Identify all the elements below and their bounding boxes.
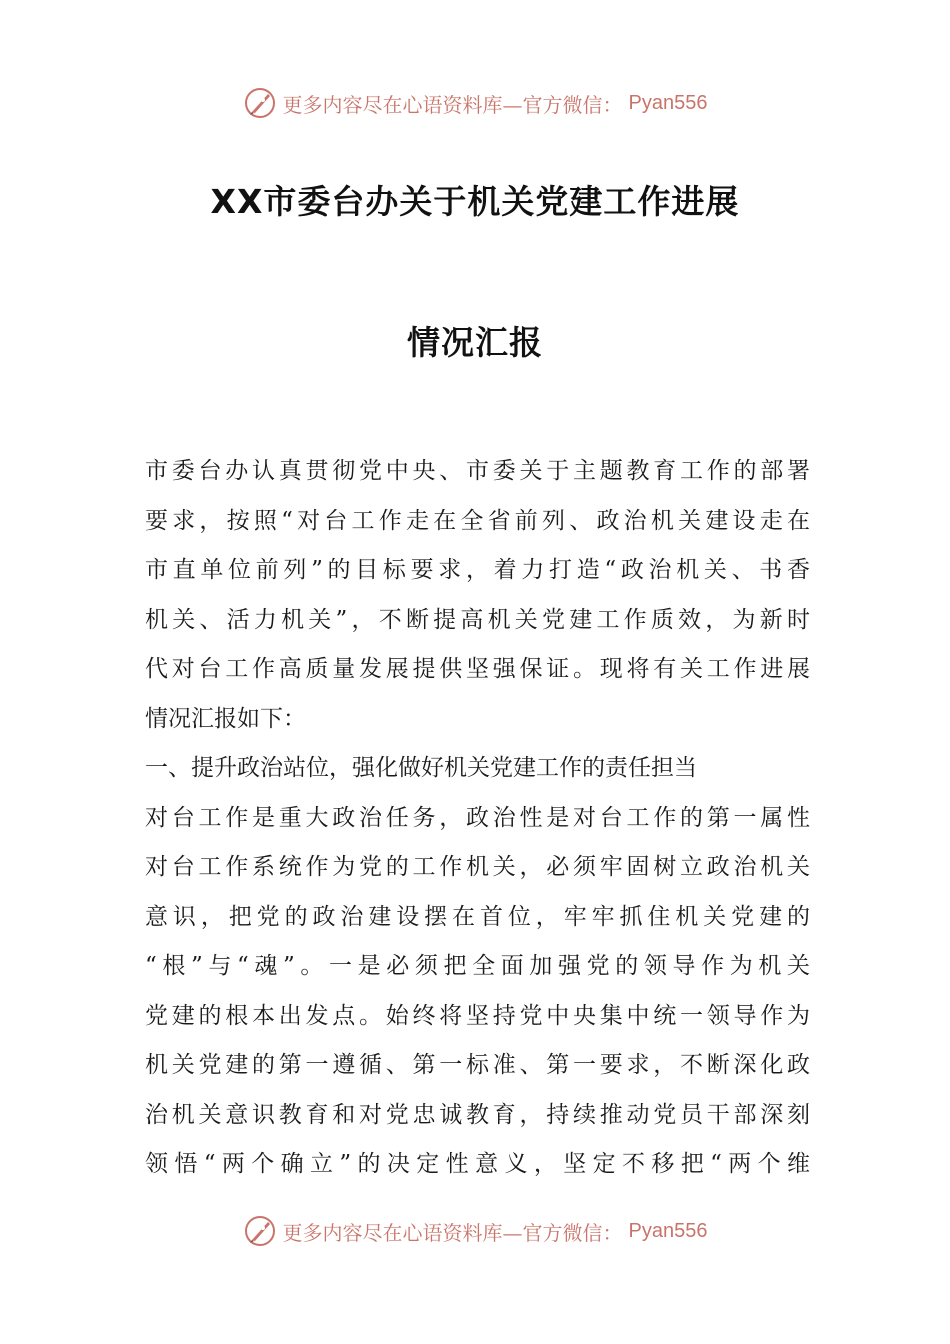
document-title-line-2: 情况汇报 xyxy=(407,323,543,362)
watermark-wechat-id: Pyan556 xyxy=(628,91,708,114)
body-line: 党建的根本出发点。始终将坚持党中央集中统一领导作为 xyxy=(145,1002,810,1029)
body-line: 市直单位前列”的目标要求，着力打造“政治机关、书香 xyxy=(145,557,810,583)
body-line: 市委台办认真贯彻党中央、市委关于主题教育工作的部署 xyxy=(145,458,810,484)
document-body xyxy=(145,447,810,1190)
watermark-text: 更多内容尽在心语资料库—官方微信： xyxy=(282,1220,623,1245)
body-line: 对台工作是重大政治任务，政治性是对台工作的第一属性 xyxy=(145,804,810,831)
body-line: 机关党建的第一遵循、第一标准、第一要求，不断深化政 xyxy=(145,1052,810,1078)
header-watermark xyxy=(0,86,950,120)
body-line: “根”与“魂”。一是必须把全面加强党的领导作为机关 xyxy=(145,953,810,979)
body-line: 对台工作系统作为党的工作机关，必须牢固树立政治机关 xyxy=(145,854,810,880)
body-line: 情况汇报如下： xyxy=(145,705,306,732)
body-line: 领悟“两个确立”的决定性意义，坚定不移把“两个维 xyxy=(145,1151,810,1177)
quill-pen-logo-icon xyxy=(243,1214,277,1248)
document-title-line-1: XX市委台办关于机关党建工作进展 xyxy=(210,182,740,221)
watermark-text: 更多内容尽在心语资料库—官方微信： xyxy=(282,92,623,117)
footer-watermark xyxy=(0,1214,950,1248)
body-line: 治机关意识教育和对党忠诚教育，持续推动党员干部深刻 xyxy=(145,1101,810,1128)
body-line: 要求，按照“对台工作走在全省前列、政治机关建设走在 xyxy=(145,507,810,534)
watermark-wechat-id: Pyan556 xyxy=(628,1219,708,1242)
quill-pen-logo-icon xyxy=(243,86,277,120)
section-heading: 一、提升政治站位，强化做好机关党建工作的责任担当 xyxy=(145,755,697,781)
body-line: 代对台工作高质量发展提供坚强保证。现将有关工作进展 xyxy=(145,656,810,682)
body-line: 意识，把党的政治建设摆在首位，牢牢抓住机关党建的 xyxy=(145,903,810,930)
body-line: 机关、活力机关”，不断提高机关党建工作质效，为新时 xyxy=(145,606,810,633)
